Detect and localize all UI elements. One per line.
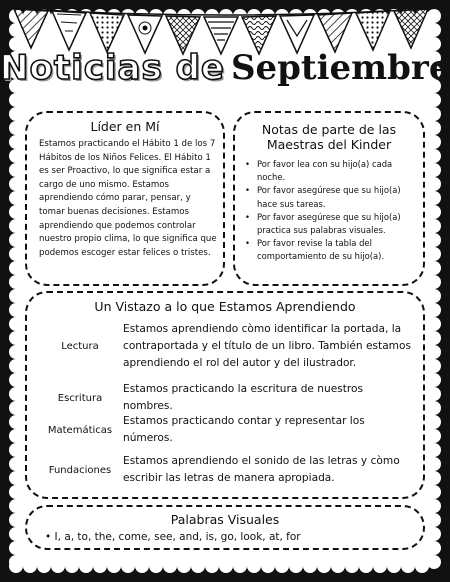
subject-label: Fundaciones: [48, 464, 112, 476]
learning-overview-title: Un Vistazo a lo que Estamos Aprendiendo: [94, 299, 356, 314]
subject-label: Matemáticas: [47, 424, 113, 436]
subject-description: Estamos practicando contar y representar los números.: [123, 415, 365, 444]
list-item: • Por favor asegúrese que su hijo(a) practica sus palabras visuales.: [245, 211, 401, 236]
sight-words-title: Palabras Visuales: [170, 512, 280, 527]
subject-description: Estamos practicando la escritura de nuestros nombres.: [123, 383, 364, 412]
pennant-flag: [14, 9, 48, 48]
subject-label: Escritura: [57, 392, 103, 404]
teacher-notes-list: [235, 158, 423, 264]
leader-in-me-title: Líder en Mí: [90, 119, 160, 134]
bullet-icon: •: [245, 159, 250, 169]
title-part-1: Noticias de: [0, 48, 225, 88]
table-row: [41, 381, 411, 415]
pennant-flag: [356, 11, 390, 50]
pennant-flag: [52, 11, 86, 50]
list-item: • Por favor lea con su hijo(a) cada noche.: [245, 159, 393, 183]
bullet-icon: •: [245, 211, 250, 222]
list-item: • Por favor asegúrese que su hijo(a) hace sus tareas.: [245, 185, 401, 209]
teacher-notes-box: [233, 111, 425, 286]
table-row: [41, 321, 411, 372]
bullet-icon: •: [245, 238, 250, 249]
page-title: [0, 48, 450, 88]
bullet-icon: •: [245, 185, 250, 196]
learning-overview-box: [25, 291, 425, 499]
sight-words-list: • I, a, to, the, come, see, and, is, go, look, at, for: [45, 531, 301, 543]
teacher-notes-title-line-1: Notas de parte de las: [261, 122, 397, 137]
teacher-notes-title-line-2: Maestras del Kinder: [266, 137, 392, 152]
pennant-flag: [90, 13, 124, 52]
leader-in-me-text: Estamos practicando el Hábito 1 de los 7 Hábitos de los Niños Felices. El Hábito 1 es ser Proactivo, lo que significa estar a cargo de uno mismo. Estamos aprendiendo cómo parar, pensar, y tomar buenas decisiones. Estamos aprendiendo que podemos controlar nuestro propio clima, lo que significa que podemos escoger estar felices o tristes.: [39, 139, 217, 258]
leader-in-me-box: [25, 111, 225, 286]
subject-label: Lectura: [61, 341, 99, 352]
title-part-2: Septiembre: [230, 48, 450, 88]
table-row: [41, 413, 411, 447]
sight-words-box: [25, 505, 425, 550]
subject-description: Estamos aprendiendo el sonido de las letras y còmo escribir las letras de manera apropiada.: [123, 455, 400, 484]
table-row: [41, 453, 411, 487]
pennant-flag: [394, 9, 428, 48]
subject-description: Estamos aprendiendo còmo identificar la portada, la contraportada y el título de un libro. También estamos aprendiendo el rol del autor y del ilustrador.: [123, 323, 412, 369]
list-item: • Por favor revise la tabla del comportamiento de su hijo(a).: [245, 238, 385, 262]
teacher-notes-title: [235, 122, 423, 152]
bullet-icon: •: [45, 531, 52, 543]
pennant-flag: [318, 13, 352, 52]
